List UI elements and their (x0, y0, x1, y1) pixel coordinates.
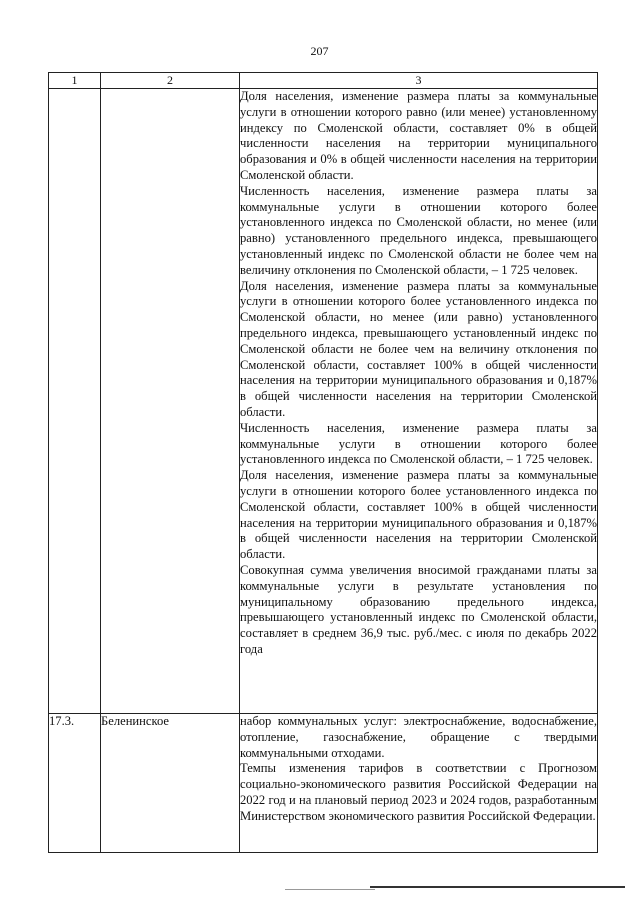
table-header-row (49, 73, 598, 89)
paragraph: Доля населения, изменение размера платы за коммунальные услуги в отношении которого более установленного индекса по Смоленской области, но менее (или равно) установленного предельного индекса, превышающего установленный индекс по Смоленской области не более чем на величину отклонения по Смоленской области, составляет 100% в общей численности населения на территории муниципального образования и 0,187% в общей численности населения на территории Смоленской области. (240, 278, 597, 419)
continuation-name-cell (101, 89, 240, 714)
header-col-3: 3 (240, 73, 598, 89)
scan-artifact-line (370, 886, 625, 888)
paragraph: Численность населения, изменение размера платы за коммунальные услуги в отношении которого более установленного индекса по Смоленской области, – 1 725 человек. (240, 420, 597, 467)
paragraph: Совокупная сумма увеличения вносимой гражданами платы за коммунальные услуги в результате установления по муниципальному образованию предельного индекса, превышающего установленный индекс по Смоленской области, составляет в среднем 36,9 тыс. руб./мес. с июля по декабрь 2022 года (240, 562, 597, 656)
continuation-text-cell (240, 89, 598, 714)
header-col-2: 2 (101, 73, 240, 89)
municipality-name: Беленинское (101, 714, 240, 853)
continuation-number-cell (49, 89, 101, 714)
paragraph: Темпы изменения тарифов в соответствии с Прогнозом социально-экономического развития Российской Федерации на 2022 год и на плановый период 2023 и 2024 годов, разработанным Министерством экономического развития Российской Федерации. (240, 761, 597, 823)
row-text-cell (240, 714, 598, 853)
table-row-17-3 (49, 714, 598, 853)
paragraph: Численность населения, изменение размера платы за коммунальные услуги в отношении которого более установленного индекса по Смоленской области, но менее (или равно) установленного предельного индекса, превышающего установленный индекс по Смоленской области не более чем на величину отклонения по Смоленской области, – 1 725 человек. (240, 183, 597, 277)
paragraph: Доля населения, изменение размера платы за коммунальные услуги в отношении которого равно (или менее) установленному индексу по Смоленской области, составляет 0% в общей численности населения на территории муниципального образования и 0% в общей численности населения на территории Смоленской области. (240, 89, 597, 182)
header-col-1: 1 (49, 73, 101, 89)
paragraph: набор коммунальных услуг: электроснабжение, водоснабжение, отопление, газоснабжение, обращение с твердыми коммунальными отходами. (240, 714, 597, 760)
paragraph: Доля населения, изменение размера платы за коммунальные услуги в отношении которого более установленного индекса по Смоленской области, составляет 100% в общей численности населения на территории муниципального образования и 0,187% в общей численности населения на территории Смоленской области. (240, 468, 597, 562)
table-row-continuation (49, 89, 598, 714)
page-number: 207 (310, 44, 329, 58)
document-table (48, 72, 598, 853)
row-number: 17.3. (49, 714, 101, 853)
scan-artifact-line (285, 889, 375, 890)
